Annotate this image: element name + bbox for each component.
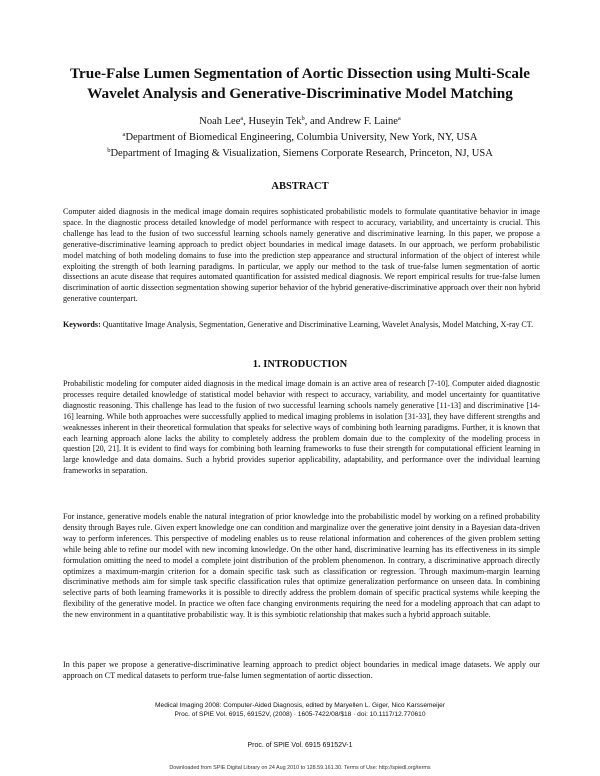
- author-name: Huseyin Tek: [248, 116, 302, 127]
- footer-line-1: Medical Imaging 2008: Computer-Aided Diagnosis, edited by Maryellen L. Giger, Nico Karssemeijer: [155, 702, 445, 709]
- keywords-label: Keywords:: [63, 320, 101, 329]
- author-separator: ,: [243, 116, 249, 127]
- footer-line-2: Proc. of SPIE Vol. 6915, 69152V, (2008) · 1605-7422/08/$18 · doi: 10.1117/12.770610: [174, 710, 426, 718]
- keywords-list: Quantitative Image Analysis, Segmentation, Generative and Discriminative Learning, Wavelet Analysis, Model Matching, X-ray CT.: [100, 320, 534, 329]
- affiliation-b: [40, 144, 560, 161]
- affiliation-a: [40, 128, 560, 145]
- author-affil-mark: b: [301, 115, 305, 122]
- author-affil-mark: a: [397, 115, 401, 122]
- affiliation-mark: b: [107, 147, 111, 154]
- author-list: [40, 112, 560, 129]
- intro-paragraph-2: For instance, generative models enable the natural integration of prior knowledge into the probabilistic model by working on a refined probability density through Bayes rule. Given expert knowledge one can condition and marginalize over the generative joint density in a Bayesian data-driven way to perform inferences. This perspective of modeling enables us to reuse relational information and coherences of the given problem setting while being able to refine our model with new incoming knowledge. On the other hand, discriminative learning has its effectiveness in its simple formulation omitting the need to model a complete joint distribution of the problem phenomenon. In contrary, a discriminative approach directly optimizes a maximum-margin criterion for a domain specific task such as classification or regression. Through maximum-margin learning discriminative methods aim for simple task specific classification rules that optimize generalization performance on unseen data. In combining selective parts of both learning frameworks it is possible to directly address the problem domain of specific practical systems while keeping the flexibility of the generative model. In practice we often face changing environments requiring the need for a modeling approach that can adapt to the new environment in a quantitative probabilistic way. It is this symbiotic relationship that makes such a hybrid approach suitable.: [63, 512, 540, 620]
- title-line-2: Wavelet Analysis and Generative-Discriminative Model Matching: [87, 85, 513, 102]
- affiliation-mark: a: [122, 131, 126, 138]
- author-name: Andrew F. Laine: [327, 116, 398, 127]
- affiliation-text: Department of Imaging & Visualization, Siemens Corporate Research, Princeton, NJ, USA: [110, 148, 493, 159]
- abstract-text: Computer aided diagnosis in the medical image domain requires sophisticated probabilistic models to formulate quantitative behavior in image space. In the diagnostic process detailed knowledge of model performance with respect to accuracy, variability, and uncertainty is crucial. This challenge has lead to the fusion of two successful learning schools namely generative and discriminative learning. In this paper, we propose a generative-discriminative learning approach to predict object boundaries in medical image datasets. In our approach, we perform probabilistic model matching of both modeling domains to fuse into the prediction step appearance and structural information of the object of interest while exploiting the strength of both learning paradigms. In particular, we apply our method to the task of true-false lumen segmentation of aortic dissections an acute disease that requires automated quantification for assisted medical diagnosis. We report empirical results for true-false lumen discrimination of aortic dissection segmentation showing superior behavior of the hybrid generative-discriminative approach over their non hybrid generative counterpart.: [63, 207, 540, 304]
- download-notice: Downloaded from SPIE Digital Library on 24 Aug 2010 to 128.59.161.30. Terms of Use: http://spiedl.org/terms: [169, 765, 431, 771]
- author-name: Noah Lee: [199, 116, 241, 127]
- keywords: [63, 320, 540, 331]
- section-heading-introduction: 1. INTRODUCTION: [252, 359, 348, 370]
- abstract-heading: ABSTRACT: [271, 181, 329, 192]
- title-line-1: True-False Lumen Segmentation of Aortic Dissection using Multi-Scale: [70, 65, 530, 82]
- publication-footer: [40, 702, 560, 719]
- author-separator: , and: [304, 116, 328, 127]
- paper-title: [40, 64, 560, 104]
- affiliation-text: Department of Biomedical Engineering, Columbia University, New York, NY, USA: [125, 132, 478, 143]
- intro-paragraph-1: Probabilistic modeling for computer aided diagnosis in the medical image domain is an active area of research [7-10]. Computer aided diagnostic processes require detailed knowledge of statistical model behavior with respect to accuracy, variability, and model uncertainty for quantitative diagnostic reasoning. This challenge has lead to the fusion of two successful learning schools namely generative [11-13] and discriminative [14-16] learning. While both approaches were successfully applied to medical imaging problems in isolation [31-33], they have different strengths and weaknesses inherent in their theoretical formulation that speaks for selective ways of combining both learning paradigms. Further, it is known that each learning approach alone lacks the ability to completely address the problem domain due to the complexity of the modeling process in question [20, 21]. It is evident to find ways for combining both learning frameworks to fuse their strength for computational efficient learning in large knowledge and data domains. Such a hybrid provides superior applicability, adaptability, and performance over the individual learning frameworks in separation.: [63, 379, 540, 476]
- intro-paragraph-3: In this paper we propose a generative-discriminative learning approach to predict object boundaries in medical image datasets. We apply our approach on CT medical datasets to perform true-false lumen segmentation of aortic dissection.: [63, 660, 540, 680]
- author-affil-mark: a: [240, 115, 244, 122]
- page-number: Proc. of SPIE Vol. 6915 69152V-1: [247, 742, 353, 749]
